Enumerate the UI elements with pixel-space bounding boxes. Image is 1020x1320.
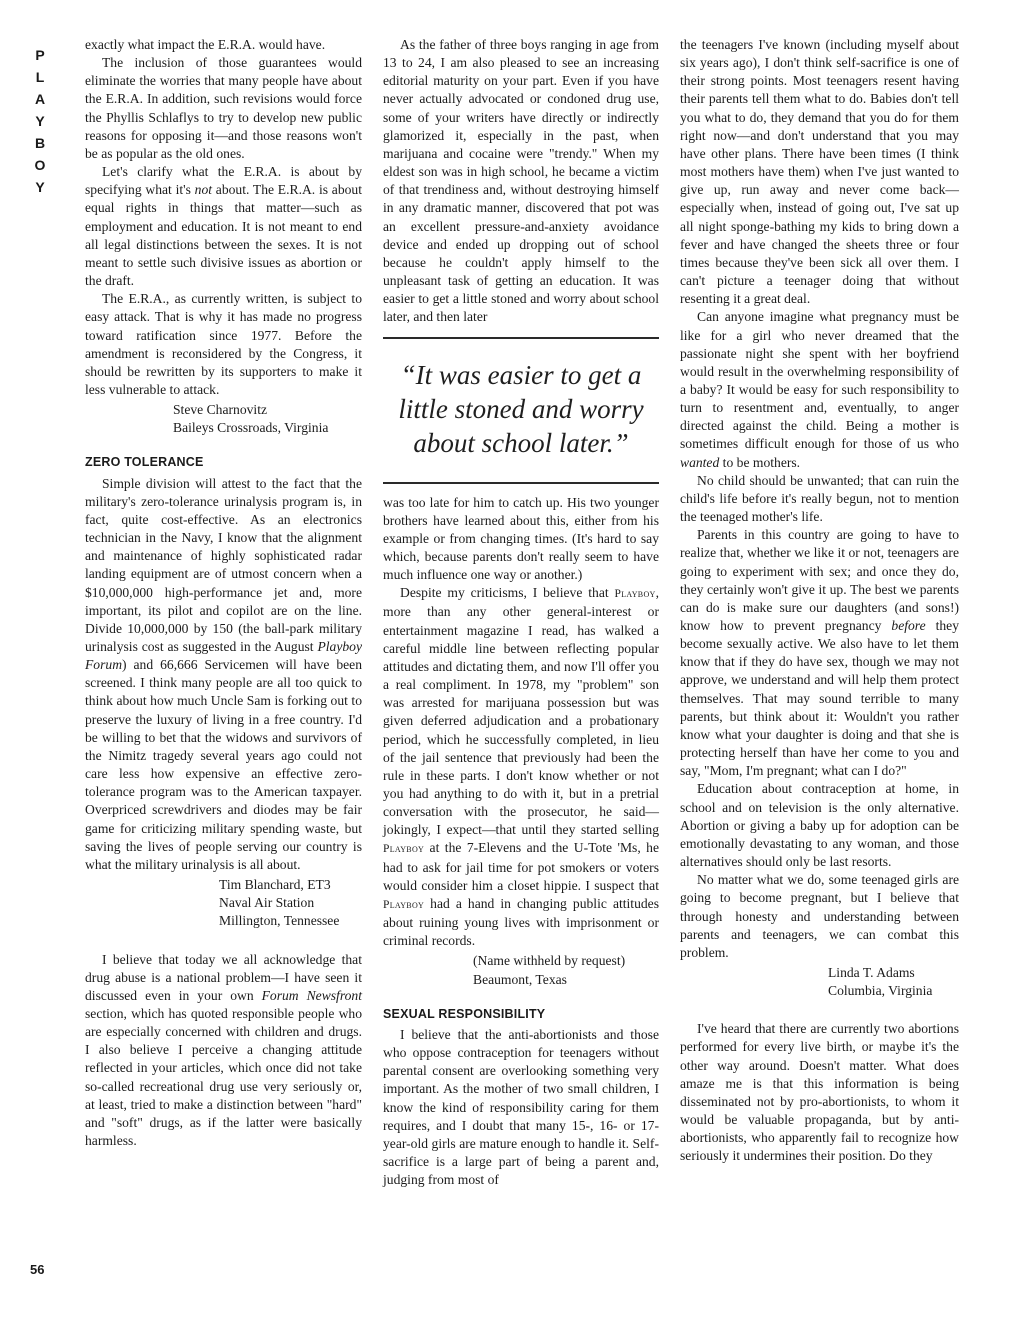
letter-paragraph: Let's clarify what the E.R.A. is about by specifying what it's not about. The E.R.A. is about equal rights in things that matter—such as employment and education. It is not meant to end all legal distinctions between the sexes. It is not meant to settle such divisive issues as abortion or the draft. <box>85 164 362 289</box>
letter-paragraph: Education about contraception at home, in school and on television is the only alternative. Abortion or giving a baby up for adoption can be emotionally devastating to any woman, and those alternatives should only be last resorts. <box>680 781 959 870</box>
signature-name: Steve Charnovitz <box>173 402 268 418</box>
signature-location: Columbia, Virginia <box>828 983 933 999</box>
letter-signature <box>85 876 362 930</box>
letter-paragraph: The inclusion of those guarantees would eliminate the worries that many people have about the E.R.A. In addition, such revisions would force the Phyllis Schlaflys to try to develop new public reasons for opposing it—and those reasons won't be as popular as the old ones. <box>85 55 362 161</box>
page-number: 56 <box>30 1262 45 1277</box>
letter-paragraph: was too late for him to catch up. His two younger brothers have learned about this, either from his example or from changing times. (It's hard to say which, because parents don't really seem to have much influence one way or another.) <box>383 494 659 583</box>
section-heading: SEXUAL RESPONSIBILITY <box>383 1006 546 1021</box>
letter-paragraph: exactly what impact the E.R.A. would have. <box>85 37 326 52</box>
title-letter: Y <box>35 179 45 195</box>
letter-paragraph: I believe that the anti-abortionists and those who oppose contraception for teenagers without parental consent are overlooking something very important. As the mother of two small children, I know the kind of responsibility caring for them requires, and I doubt that many 15-, 16- or 17-year-old girls are mature enough to handle it. Self-sacrifice is a large part of being a parent and, judging from most of <box>383 1026 659 1188</box>
letter-paragraph: No matter what we do, some teenaged girls are going to become pregnant, but I believe that through honesty and understanding between parents and teenagers, we can combat this problem. <box>680 872 959 960</box>
title-letter: P <box>35 47 45 63</box>
signature-name: Tim Blanchard, ET3 <box>219 877 331 893</box>
letter-signature <box>680 964 959 1000</box>
letter-paragraph: No child should be unwanted; that can ruin the child's life before it's really begun, not to mention the teenaged mother's life. <box>680 472 959 525</box>
letter-paragraph: I believe that today we all acknowledge that drug abuse is a national problem—I have seen it discussed even in your own Forum Newsfront section, which has quoted responsible people who are especially concerned with children and drugs. I also believe I perceive a changing attitude reflected in your articles, which once did not take so-called recreational drug use very seriously or, at least, tried to make a distinction between "hard" and "soft" drugs, as if the latter were basically harmless. <box>85 951 362 1149</box>
letter-paragraph: Parents in this country are going to have to realize that, whether we like it or not, teenagers are going to experiment with sex; and once they do, they certainly won't give it up. The best we parents can do is make sure our daughters (and sons!) know how to prevent pregnancy before they become sexually active. We also have to let them know that if they do have sex, though we may not approve, we understand and will help them protect themselves. That may sound terrible to many parents, but think about it: Wouldn't you rather know what your daughter is doing and that she is protecting herself than have her come to you and say, "Mom, I'm pregnant; what can I do?" <box>680 527 959 779</box>
signature-location: Naval Air Station <box>219 895 315 911</box>
signature-location: Beaumont, Texas <box>473 971 567 987</box>
title-letter: A <box>34 91 46 107</box>
letter-paragraph: The E.R.A., as currently written, is subject to easy attack. That is why it has made no progress toward ratification since 1977. Before the amendment is reconsidered by the Congress, it should be rewritten by its supporters to make it less vulnerable to attack. <box>85 291 362 397</box>
letter-paragraph: I've heard that there are currently two abortions performed for every live birth, or maybe it's the other way around. Doesn't matter. What does amaze me is that this information is being disseminated not by pro-abortionists, to whom it would be valuable propaganda, but by anti-abortionists, who apparently fail to recognize how seriously it undermines their position. Do they <box>680 1021 959 1164</box>
magazine-title-vertical <box>27 44 53 198</box>
title-letter: L <box>35 69 45 85</box>
pull-quote: “It was easier to get a little stoned and worry about school later.” <box>383 337 659 484</box>
signature-location: Baileys Crossroads, Virginia <box>173 420 329 436</box>
signature-name: Linda T. Adams <box>828 964 915 980</box>
letter-paragraph: As the father of three boys ranging in age from 13 to 24, I am also pleased to see an increasing editorial maturity on your part. Even if you have never actually advocated or condoned drug use, some of your writers have directly or indirectly glamorized it, especially in the past, when marijuana and cocaine were "trendy." When my eldest son was in high school, he became a victim of that trendiness and, without destroying himself in any dramatic manner, discovered that pot was an excellent pressure-and-anxiety avoidance device and ended up dropping out of school because he couldn't apply himself to the unpleasant task of getting an education. It was easier to get a little stoned and worry about school later, and then later <box>383 37 659 325</box>
title-letter: Y <box>35 113 45 129</box>
letter-paragraph: Simple division will attest to the fact that the military's zero-tolerance urinalysis program is, in fact, quite cost-effective. As an electronics technician in the Navy, I know that the alignment and maintenance of highly sophisticated radar landing equipment are of utmost concern when a $10,000,000 high-performance jet and, more important, its pilot and copilot are on the line. Divide 10,000,000 by 150 (the ball-park military urinalysis cost as suggested in the August Playboy Forum) and 66,666 Servicemen will have been screened. I think many people are all too quick to think about how much Uncle Sam is forking out to preserve the luxury of living in a free country. I'd be willing to bet that the widows and survivors of the Nimitz tragedy several years ago could not care less how expensive an effective zero-tolerance program was to the American taxpayer. Overpriced screwdrivers and diodes may be fair game for criticizing military spending waste, but saving the lives of people serving our country is what the military urinalysis is all about. <box>85 475 362 872</box>
column-right <box>680 36 959 1166</box>
section-heading: ZERO TOLERANCE <box>85 455 204 470</box>
letter-signature <box>85 401 362 437</box>
column-left <box>85 36 362 1150</box>
letter-paragraph: the teenagers I've known (including myself about six years ago), I don't think self-sacrifice is one of their strong points. Most teenagers resent having their parents tell them what to do. Babies don't tell you what to do, they demand that you do for them right now—and don't understand that you may have other plans. There have been times (I think most mothers have them) when I've just wanted to give up, run away and never come back—especially when, instead of going out, I've sat up all night sponge-bathing my kids to bring down a fever and have changed the sheets three or four times because they've been sick all over them. I can't picture a teenager doing that without resenting it a great deal. <box>680 37 959 307</box>
signature-location: Millington, Tennessee <box>219 913 340 929</box>
letter-paragraph: Despite my criticisms, I believe that Playboy, more than any other general-interest or entertainment magazine I read, has walked a careful middle line between reflecting popular attitudes and dictating them, and now I'll offer you a real compliment. In 1978, my "problem" son was arrested for marijuana possession but was given deferred adjudication and a probationary period, which he successfully completed, in lieu of the jail sentence that previously had been the rule in these parts. I don't know whether or not you had anything to do with it, but in a pretrial conversation with the prosecutor, he said—jokingly, I expect—that until they started selling Playboy at the 7-Elevens and the U-Tote 'Ms, he had to ask for jail time for pot smokers or voters would consider him a closet hippie. I suspect that Playboy had a hand in changing public attitudes about ruining young lives with imprisonment or criminal records. <box>383 585 659 949</box>
letter-signature <box>383 952 659 988</box>
letter-paragraph: Can anyone imagine what pregnancy must be like for a girl who never dreamed that the passionate night she spent with her boyfriend would result in the overwhelming responsibility of a baby? It would be easy for such responsibility to turn to resentment and, eventually, to anger directed against the child. Being a mother is sometimes difficult enough for those of us who wanted to be mothers. <box>680 309 959 470</box>
title-letter: O <box>34 157 46 173</box>
column-middle <box>383 36 659 1189</box>
signature-name: (Name withheld by request) <box>473 953 626 969</box>
title-letter: B <box>34 135 46 151</box>
